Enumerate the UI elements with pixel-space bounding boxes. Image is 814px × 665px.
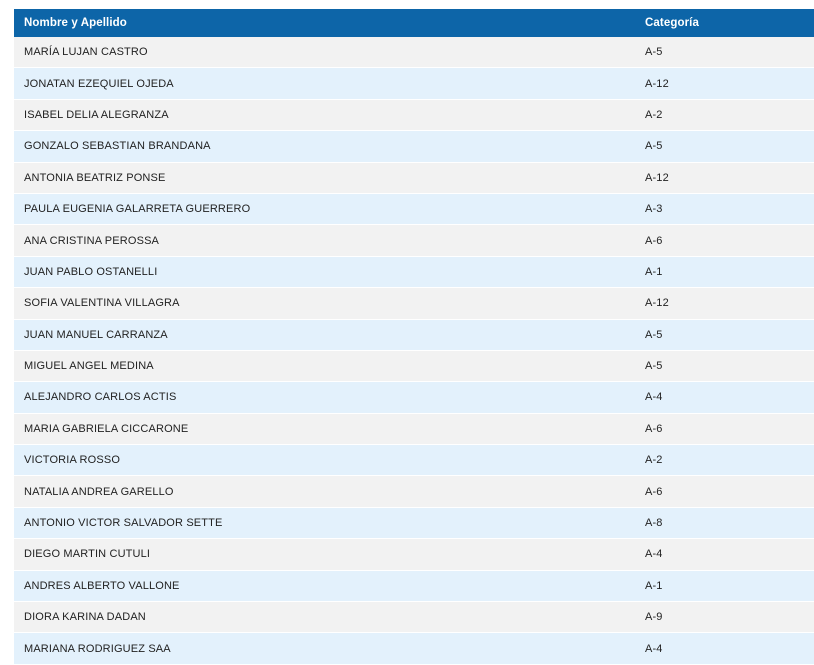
- cell-category: A-4: [635, 539, 814, 570]
- table-body: [14, 37, 814, 664]
- cell-category: A-1: [635, 570, 814, 601]
- cell-name: MARIANA RODRIGUEZ SAA: [14, 633, 635, 664]
- cell-category: A-8: [635, 507, 814, 538]
- table-header-row: [14, 9, 814, 37]
- table-row: [14, 507, 814, 538]
- cell-name: ANDRES ALBERTO VALLONE: [14, 570, 635, 601]
- table-row: [14, 225, 814, 256]
- cell-name: ALEJANDRO CARLOS ACTIS: [14, 382, 635, 413]
- table-row: [14, 68, 814, 99]
- table-row: [14, 539, 814, 570]
- cell-name: ANTONIO VICTOR SALVADOR SETTE: [14, 507, 635, 538]
- cell-category: A-5: [635, 37, 814, 68]
- cell-name: JONATAN EZEQUIEL OJEDA: [14, 68, 635, 99]
- cell-category: A-12: [635, 68, 814, 99]
- people-table-container: [14, 9, 797, 665]
- cell-name: MARÍA LUJAN CASTRO: [14, 37, 635, 68]
- cell-category: A-4: [635, 633, 814, 664]
- cell-category: A-2: [635, 445, 814, 476]
- cell-name: JUAN MANUEL CARRANZA: [14, 319, 635, 350]
- cell-name: ANA CRISTINA PEROSSA: [14, 225, 635, 256]
- cell-category: A-5: [635, 319, 814, 350]
- cell-category: A-6: [635, 476, 814, 507]
- table-row: [14, 256, 814, 287]
- cell-category: A-6: [635, 413, 814, 444]
- cell-name: PAULA EUGENIA GALARRETA GUERRERO: [14, 193, 635, 224]
- cell-name: DIORA KARINA DADAN: [14, 602, 635, 633]
- cell-name: MARIA GABRIELA CICCARONE: [14, 413, 635, 444]
- table-row: [14, 193, 814, 224]
- cell-name: MIGUEL ANGEL MEDINA: [14, 350, 635, 381]
- cell-category: A-2: [635, 99, 814, 130]
- cell-name: NATALIA ANDREA GARELLO: [14, 476, 635, 507]
- cell-category: A-5: [635, 131, 814, 162]
- cell-name: ISABEL DELIA ALEGRANZA: [14, 99, 635, 130]
- cell-category: A-4: [635, 382, 814, 413]
- cell-name: ANTONIA BEATRIZ PONSE: [14, 162, 635, 193]
- table-row: [14, 445, 814, 476]
- cell-category: A-3: [635, 193, 814, 224]
- people-table: [14, 9, 814, 665]
- table-row: [14, 319, 814, 350]
- column-header-name: Nombre y Apellido: [14, 9, 635, 37]
- table-row: [14, 162, 814, 193]
- cell-category: A-5: [635, 350, 814, 381]
- table-row: [14, 382, 814, 413]
- cell-name: JUAN PABLO OSTANELLI: [14, 256, 635, 287]
- table-row: [14, 350, 814, 381]
- cell-name: GONZALO SEBASTIAN BRANDANA: [14, 131, 635, 162]
- table-row: [14, 413, 814, 444]
- cell-category: A-1: [635, 256, 814, 287]
- table-row: [14, 633, 814, 664]
- table-row: [14, 288, 814, 319]
- table-row: [14, 602, 814, 633]
- table-row: [14, 99, 814, 130]
- table-row: [14, 570, 814, 601]
- table-row: [14, 131, 814, 162]
- column-header-category: Categoría: [635, 9, 814, 37]
- cell-name: SOFIA VALENTINA VILLAGRA: [14, 288, 635, 319]
- cell-category: A-9: [635, 602, 814, 633]
- table-row: [14, 476, 814, 507]
- cell-name: DIEGO MARTIN CUTULI: [14, 539, 635, 570]
- cell-category: A-12: [635, 288, 814, 319]
- cell-category: A-12: [635, 162, 814, 193]
- cell-name: VICTORIA ROSSO: [14, 445, 635, 476]
- table-header: [14, 9, 814, 37]
- table-row: [14, 37, 814, 68]
- cell-category: A-6: [635, 225, 814, 256]
